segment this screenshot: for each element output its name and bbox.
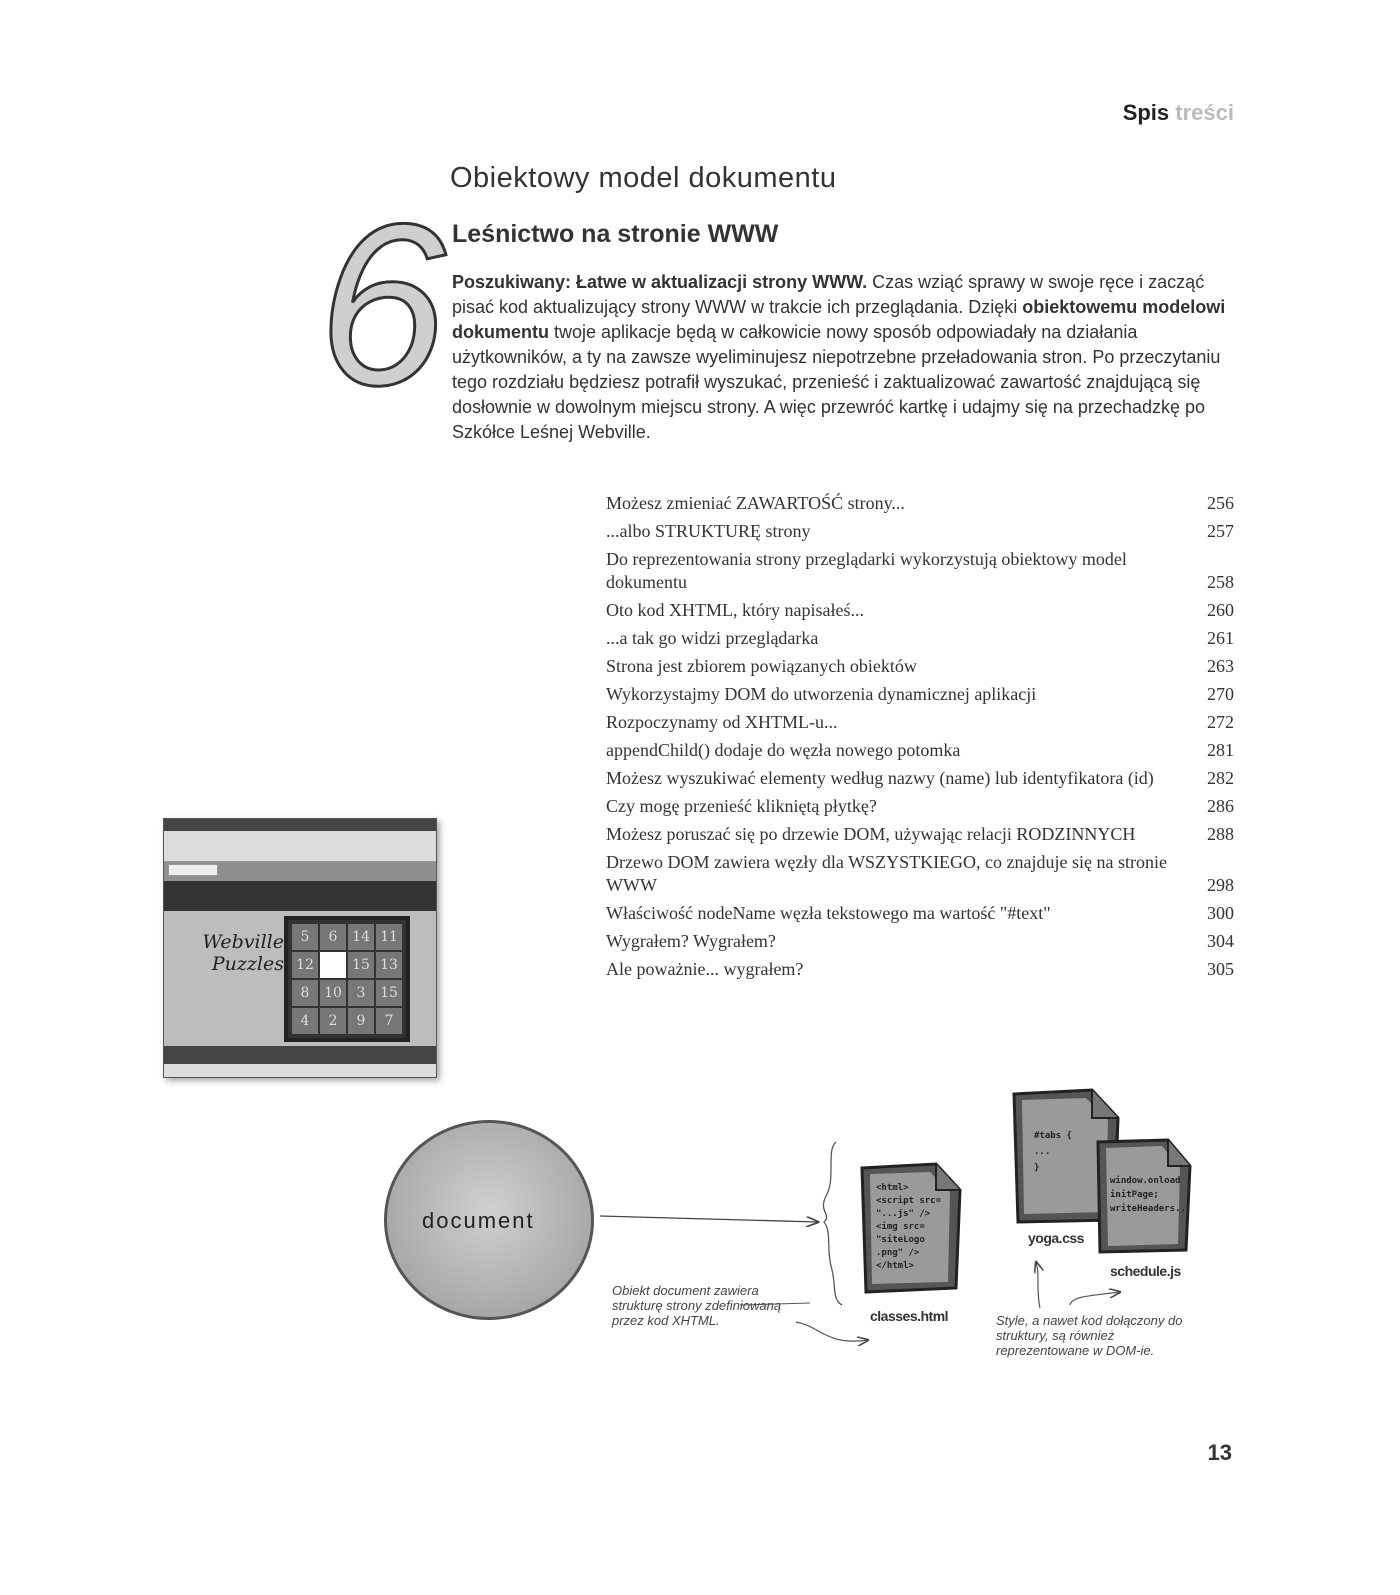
toc-entry-title: Możesz poruszać się po drzewie DOM, używając relacji RODZINNYCH (606, 824, 1136, 844)
page-number: 13 (1207, 1440, 1232, 1465)
toc-entry-page: 298 (1207, 875, 1234, 895)
js-file-icon (1098, 1140, 1191, 1252)
intro-text-2: twoje aplikacje będą w całkowicie nowy sposób odpowiadały na działania użytkowników, a ty na zawsze wyeliminujesz niepotrzebne przeładowania stron. Po przeczytaniu tego rozdziału będziesz potrafił wyszukać, przenieść i zaktualizować zawartość znajdującą się dosłownie w dowolnym miejscu strony. A więc przewróć kartkę i udajmy się na przechadzkę po Szkółce Leśnej Webville. (452, 322, 1221, 442)
toc-entry-page: 261 (1207, 628, 1234, 648)
puzzle-tile: 7 (376, 1008, 402, 1034)
document-arrow (600, 1216, 818, 1222)
file-code-line: "siteLogo (876, 1235, 925, 1245)
file-code-line: .png" /> (876, 1248, 920, 1258)
js-file-label: schedule.js (1110, 1263, 1181, 1279)
file-code-line: writeHeaders... (1110, 1204, 1192, 1214)
toc-entry-title: Wygrałem? Wygrałem? (606, 931, 776, 951)
css-note-arrow (1036, 1262, 1040, 1308)
toc-entry-title: appendChild() dodaje do węzła nowego potomka (606, 740, 961, 760)
puzzle-tile: 15 (376, 980, 402, 1006)
puzzle-tile: 3 (348, 980, 374, 1006)
toc-entry-title: Oto kod XHTML, który napisałeś... (606, 600, 864, 620)
toc-entry-title: Drzewo DOM zawiera węzły dla WSZYSTKIEGO, co znajduje się na stronie WWW (606, 852, 1167, 895)
running-header-light: treści (1175, 100, 1234, 125)
file-code-line: ... (1034, 1147, 1051, 1157)
toc-entry-page: 281 (1207, 740, 1234, 760)
toc-entry-page: 288 (1207, 824, 1234, 844)
file-code-line: #tabs { (1034, 1131, 1072, 1141)
toc-entry-page: 304 (1207, 931, 1234, 951)
file-code-line: initPage; (1110, 1190, 1159, 1200)
toc-entry-page: 272 (1207, 712, 1234, 732)
file-brace (823, 1142, 842, 1305)
intro-bold: obiektowemu modelowi dokumentu (452, 297, 1226, 342)
chapter-number: 6 (318, 176, 446, 433)
puzzle-tile: 2 (320, 1008, 346, 1034)
js-note-arrow (1070, 1292, 1120, 1305)
running-header-bold: Spis (1122, 100, 1170, 125)
toc-entry-page: 257 (1207, 521, 1234, 541)
toc-entry-title: Ale poważnie... wygrałem? (606, 959, 804, 979)
puzzle-tile: 11 (376, 924, 402, 950)
intro-text-1: Czas wziąć sprawy w swoje ręce i zacząć pisać kod aktualizujący strony WWW w trakcie ich przeglądania. Dzięki (452, 272, 1205, 317)
puzzle-tile: 14 (348, 924, 374, 950)
toc-entry-title: Możesz zmieniać ZAWARTOŚĆ strony... (606, 493, 905, 513)
toc-entry-title: Możesz wyszukiwać elementy według nazwy (name) lub identyfikatora (id) (606, 768, 1154, 788)
toc-entry-title: Strona jest zbiorem powiązanych obiektów (606, 656, 917, 676)
intro-lead: Poszukiwany: Łatwe w aktualizacji strony WWW. (452, 272, 868, 292)
puzzle-tile: 15 (348, 952, 374, 978)
toc-entry-title: Właściwość nodeName węzła tekstowego ma wartość "#text" (606, 903, 1051, 923)
toc-entry-title: Rozpoczynamy od XHTML-u... (606, 712, 838, 732)
toc-entry-page: 258 (1207, 572, 1234, 592)
toc-entry-page: 270 (1207, 684, 1234, 704)
file-code-line: "...js" /> (876, 1209, 931, 1219)
logo-line-1: Webville (202, 931, 284, 953)
puzzle-tile: 4 (292, 1008, 318, 1034)
file-code-line: <img src= (876, 1222, 925, 1232)
note-document-structure: Obiekt document zawiera strukturę strony zdefiniowaną przez kod XHTML. (612, 1283, 782, 1328)
puzzle-tile: 12 (292, 952, 318, 978)
chapter-title: Obiektowy model dokumentu (450, 162, 837, 194)
puzzle-tile: 8 (292, 980, 318, 1006)
toc-entry-page: 260 (1207, 600, 1234, 620)
toc-entry-title: ...a tak go widzi przeglądarka (606, 628, 819, 648)
toc-entry-title: ...albo STRUKTURĘ strony (606, 521, 811, 541)
puzzle-tile: 13 (376, 952, 402, 978)
html-file-label: classes.html (870, 1308, 949, 1324)
chapter-subtitle: Leśnictwo na stronie WWW (452, 220, 779, 248)
toc-entry-page: 300 (1207, 903, 1234, 923)
toc-entry-title: Do reprezentowania strony przeglądarki wykorzystują obiektowy model dokumentu (606, 549, 1127, 592)
file-code-line: </html> (876, 1261, 914, 1271)
toc-entry-title: Wykorzystajmy DOM do utworzenia dynamicznej aplikacji (606, 684, 1037, 704)
toc-entry-page: 256 (1207, 493, 1234, 513)
toc-entry-page: 263 (1207, 656, 1234, 676)
puzzle-tile: 10 (320, 980, 346, 1006)
document-label: document (422, 1208, 535, 1233)
toc-entry-page: 282 (1207, 768, 1234, 788)
logo-line-2: Puzzles (211, 953, 284, 975)
puzzle-tile: 9 (348, 1008, 374, 1034)
puzzle-tile: 6 (320, 924, 346, 950)
html-file-icon (862, 1164, 960, 1292)
file-code-line: } (1034, 1163, 1040, 1173)
toc-entry-page: 286 (1207, 796, 1234, 816)
toc-entry-page: 305 (1207, 959, 1234, 979)
file-code-line: window.onload (1110, 1176, 1181, 1186)
file-code-line: <script src= (876, 1196, 942, 1206)
file-code-line: <html> (876, 1183, 909, 1193)
puzzle-tile: 5 (292, 924, 318, 950)
css-file-label: yoga.css (1028, 1230, 1084, 1246)
note-styles-and-code: Style, a nawet kod dołączony do struktury, są również reprezentowane w DOM-ie. (996, 1313, 1183, 1358)
toc-entry-title: Czy mogę przenieść klikniętą płytkę? (606, 796, 877, 816)
